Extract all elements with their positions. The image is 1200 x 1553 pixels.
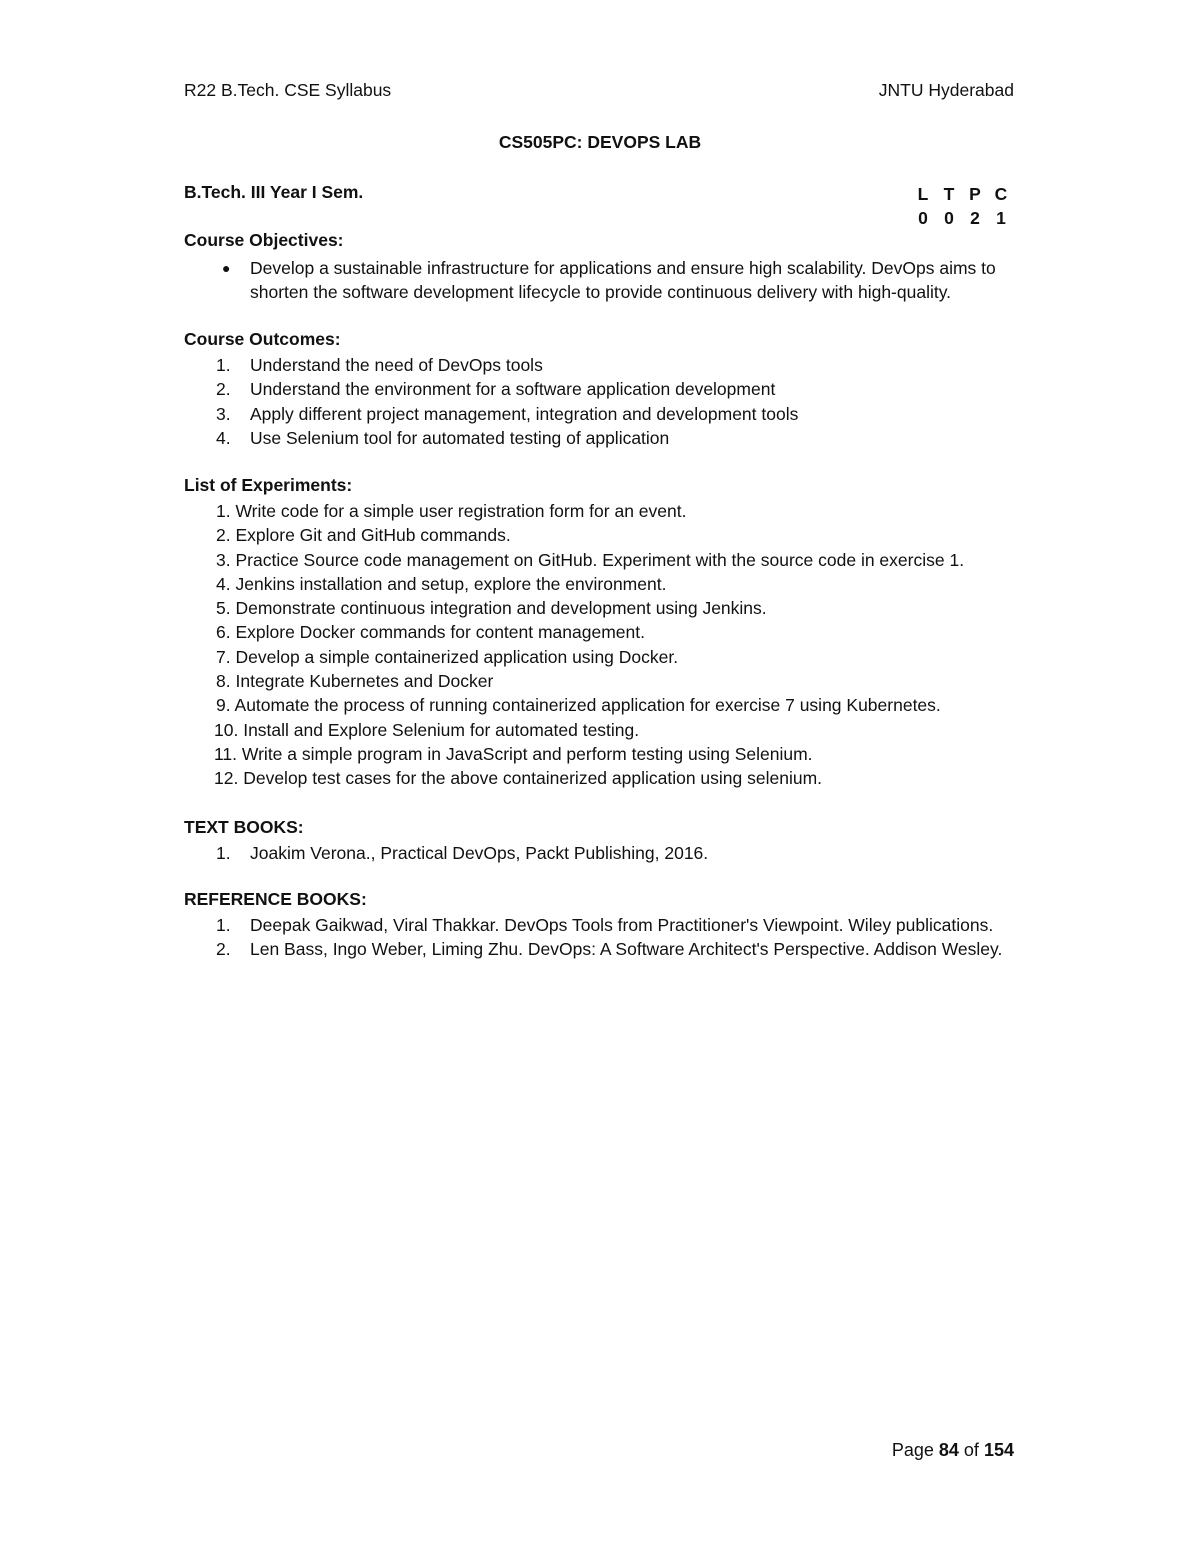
ltpc-label-l: L xyxy=(917,184,929,204)
ltpc-label-t: T xyxy=(943,184,955,204)
list-item xyxy=(184,645,1014,669)
list-item xyxy=(184,596,1014,620)
item-number: 1. xyxy=(216,355,231,375)
list-item xyxy=(184,256,1014,305)
objective-text: Develop a sustainable infrastructure for applications and ensure high scalability. DevOps aims to shorten the software development lifecycle to provide continuous delivery with high-quality. xyxy=(250,258,996,303)
item-text: Use Selenium tool for automated testing of application xyxy=(250,427,670,448)
list-item xyxy=(184,669,1014,693)
text-books-heading: TEXT BOOKS: xyxy=(184,817,304,837)
item-number: 5. xyxy=(216,598,231,619)
ltpc-labels xyxy=(912,182,1012,206)
list-item xyxy=(184,766,1014,790)
item-number: 3. xyxy=(216,403,231,424)
list-item xyxy=(184,620,1014,644)
item-number: 6. xyxy=(216,622,231,643)
item-number: 2. xyxy=(216,379,231,400)
ltpc-table xyxy=(912,182,1012,230)
item-text: Apply different project management, integration and development tools xyxy=(250,403,799,424)
item-number: 2. xyxy=(216,525,231,546)
item-number: 2. xyxy=(216,939,231,960)
item-number: 3. xyxy=(216,549,231,570)
experiments-heading: List of Experiments: xyxy=(184,475,353,495)
item-text: Practice Source code management on GitHub. Experiment with the source code in exercise 1. xyxy=(235,549,965,570)
item-text: Automate the process of running containerized application for exercise 7 using Kubernetes. xyxy=(234,695,941,716)
course-objectives-heading: Course Objectives: xyxy=(184,230,344,250)
item-number: 8. xyxy=(216,671,231,692)
item-text: Demonstrate continuous integration and development using Jenkins. xyxy=(235,598,767,619)
item-text: Develop test cases for the above containerized application using selenium. xyxy=(243,768,823,789)
course-outcomes-heading: Course Outcomes: xyxy=(184,329,341,349)
ltpc-values xyxy=(912,206,1012,230)
item-number: 4. xyxy=(216,573,231,594)
item-text: Jenkins installation and setup, explore the environment. xyxy=(235,573,667,594)
item-number: 10. xyxy=(214,719,239,740)
page-footer xyxy=(892,1440,1014,1461)
of-label: of xyxy=(963,1440,979,1460)
item-text: Joakim Verona., Practical DevOps, Packt Publishing, 2016. xyxy=(250,843,709,863)
header-left: R22 B.Tech. CSE Syllabus xyxy=(184,80,392,100)
reference-books-heading: REFERENCE BOOKS: xyxy=(184,889,367,909)
bullet-icon: ● xyxy=(222,260,231,276)
list-item xyxy=(184,523,1014,547)
experiments-list xyxy=(184,499,1014,791)
ltpc-label-c: C xyxy=(994,184,1008,204)
item-number: 1. xyxy=(216,915,231,935)
item-text: Develop a simple containerized application using Docker. xyxy=(235,646,679,667)
page-label: Page xyxy=(891,1440,934,1460)
total-pages: 154 xyxy=(983,1440,1014,1460)
item-number: 1. xyxy=(216,843,231,863)
list-item xyxy=(184,377,1014,401)
list-item xyxy=(184,572,1014,596)
course-outcomes-list xyxy=(184,353,1014,450)
ltpc-value-t: 0 xyxy=(944,208,954,228)
list-item xyxy=(184,353,1014,377)
list-item xyxy=(184,499,1014,523)
ltpc-value-p: 2 xyxy=(970,208,980,228)
list-item xyxy=(184,742,1014,766)
item-number: 4. xyxy=(216,427,231,448)
course-objectives-list xyxy=(184,256,1014,305)
list-item xyxy=(184,693,1014,717)
item-number: 11. xyxy=(214,743,238,764)
item-text: Write a simple program in JavaScript and perform testing using Selenium. xyxy=(241,743,813,764)
text-books-list xyxy=(184,841,1014,865)
item-text: Integrate Kubernetes and Docker xyxy=(235,671,494,692)
item-text: Understand the environment for a software application development xyxy=(250,379,776,400)
item-text: Understand the need of DevOps tools xyxy=(250,355,543,375)
item-text: Install and Explore Selenium for automated testing. xyxy=(243,719,640,740)
list-item xyxy=(184,426,1014,450)
item-number: 12. xyxy=(214,768,239,789)
list-item xyxy=(184,937,1014,961)
item-text: Deepak Gaikwad, Viral Thakkar. DevOps Tools from Practitioner's Viewpoint. Wiley publications. xyxy=(250,915,994,935)
item-number: 1. xyxy=(216,501,231,521)
list-item xyxy=(184,402,1014,426)
item-text: Explore Git and GitHub commands. xyxy=(235,525,511,546)
page-number: 84 xyxy=(938,1440,959,1460)
item-text: Write code for a simple user registration form for an event. xyxy=(235,501,687,521)
ltpc-value-c: 1 xyxy=(996,208,1006,228)
item-number: 7. xyxy=(216,646,231,667)
item-text: Len Bass, Ingo Weber, Liming Zhu. DevOps: A Software Architect's Perspective. Addison Wesley. xyxy=(250,939,1003,960)
header-right: JNTU Hyderabad xyxy=(878,80,1014,100)
list-item xyxy=(184,913,1014,937)
ltpc-label-p: P xyxy=(969,184,981,204)
list-item xyxy=(184,548,1014,572)
course-title: CS505PC: DEVOPS LAB xyxy=(498,132,702,152)
list-item xyxy=(184,841,1014,865)
item-number: 9. xyxy=(216,695,231,716)
item-text: Explore Docker commands for content management. xyxy=(235,622,645,643)
reference-books-list xyxy=(184,913,1014,962)
semester-label: B.Tech. III Year I Sem. xyxy=(184,182,364,202)
ltpc-value-l: 0 xyxy=(918,208,928,228)
list-item xyxy=(184,718,1014,742)
